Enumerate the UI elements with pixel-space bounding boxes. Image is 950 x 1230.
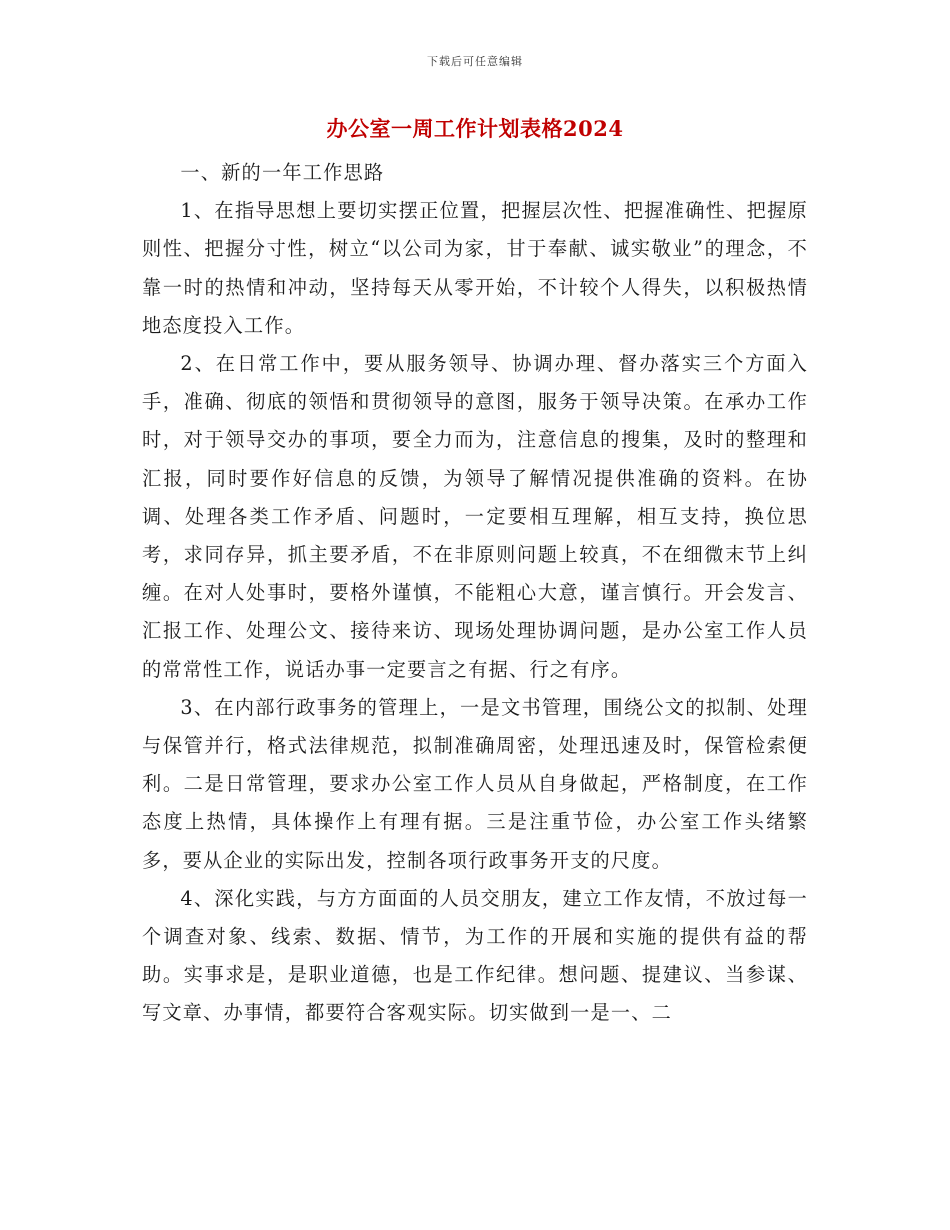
paragraph-3: 3、在内部行政事务的管理上，一是文书管理，围绕公文的拟制、处理与保管并行，格式法律规范，拟制准确周密，处理迅速及时，保管检索便利。二是日常管理，要求办公室工作人员从自身做起，严格制度，在工作态度上热情，具体操作上有理有据。三是注重节俭，办公室工作头绪繁多，要从企业的实际出发，控制各项行政事务开支的尺度。 bbox=[142, 695, 808, 872]
paragraph-1: 1、在指导思想上要切实摆正位置，把握层次性、把握准确性、把握原则性、把握分寸性，树立“以公司为家，甘于奉献、诚实敬业”的理念，不靠一时的热情和冲动，坚持每天从零开始，不计较个人得失，以积极热情地态度投入工作。 bbox=[142, 199, 808, 337]
paragraph-2: 2、在日常工作中，要从服务领导、协调办理、督办落实三个方面入手，准确、彻底的领悟和贯彻领导的意图，服务于领导决策。在承办工作时，对于领导交办的事项，要全力而为，注意信息的搜集，及时的整理和汇报，同时要作好信息的反馈，为领导了解情况提供准确的资料。在协调、处理各类工作矛盾、问题时，一定要相互理解，相互支持，换位思考，求同存异，抓主要矛盾，不在非原则问题上较真，不在细微末节上纠缠。在对人处事时，要格外谨慎，不能粗心大意，谨言慎行。开会发言、汇报工作、处理公文、接待来访、现场处理协调问题，是办公室工作人员的常常性工作，说话办事一定要言之有据、行之有序。 bbox=[142, 352, 808, 681]
header-note: 下载后可任意编辑 bbox=[427, 55, 523, 68]
document-body bbox=[142, 154, 808, 1033]
page-title: 办公室一周工作计划表格2024 bbox=[326, 116, 624, 141]
paragraph-4: 4、深化实践，与方方面面的人员交朋友，建立工作友情，不放过每一个调查对象、线索、数据、情节，为工作的开展和实施的提供有益的帮助。实事求是，是职业道德，也是工作纪律。想问题、提建议、当参谋、写文章、办事情，都要符合客观实际。切实做到一是一、二 bbox=[142, 886, 808, 1025]
section-heading: 一、新的一年工作思路 bbox=[180, 161, 385, 184]
